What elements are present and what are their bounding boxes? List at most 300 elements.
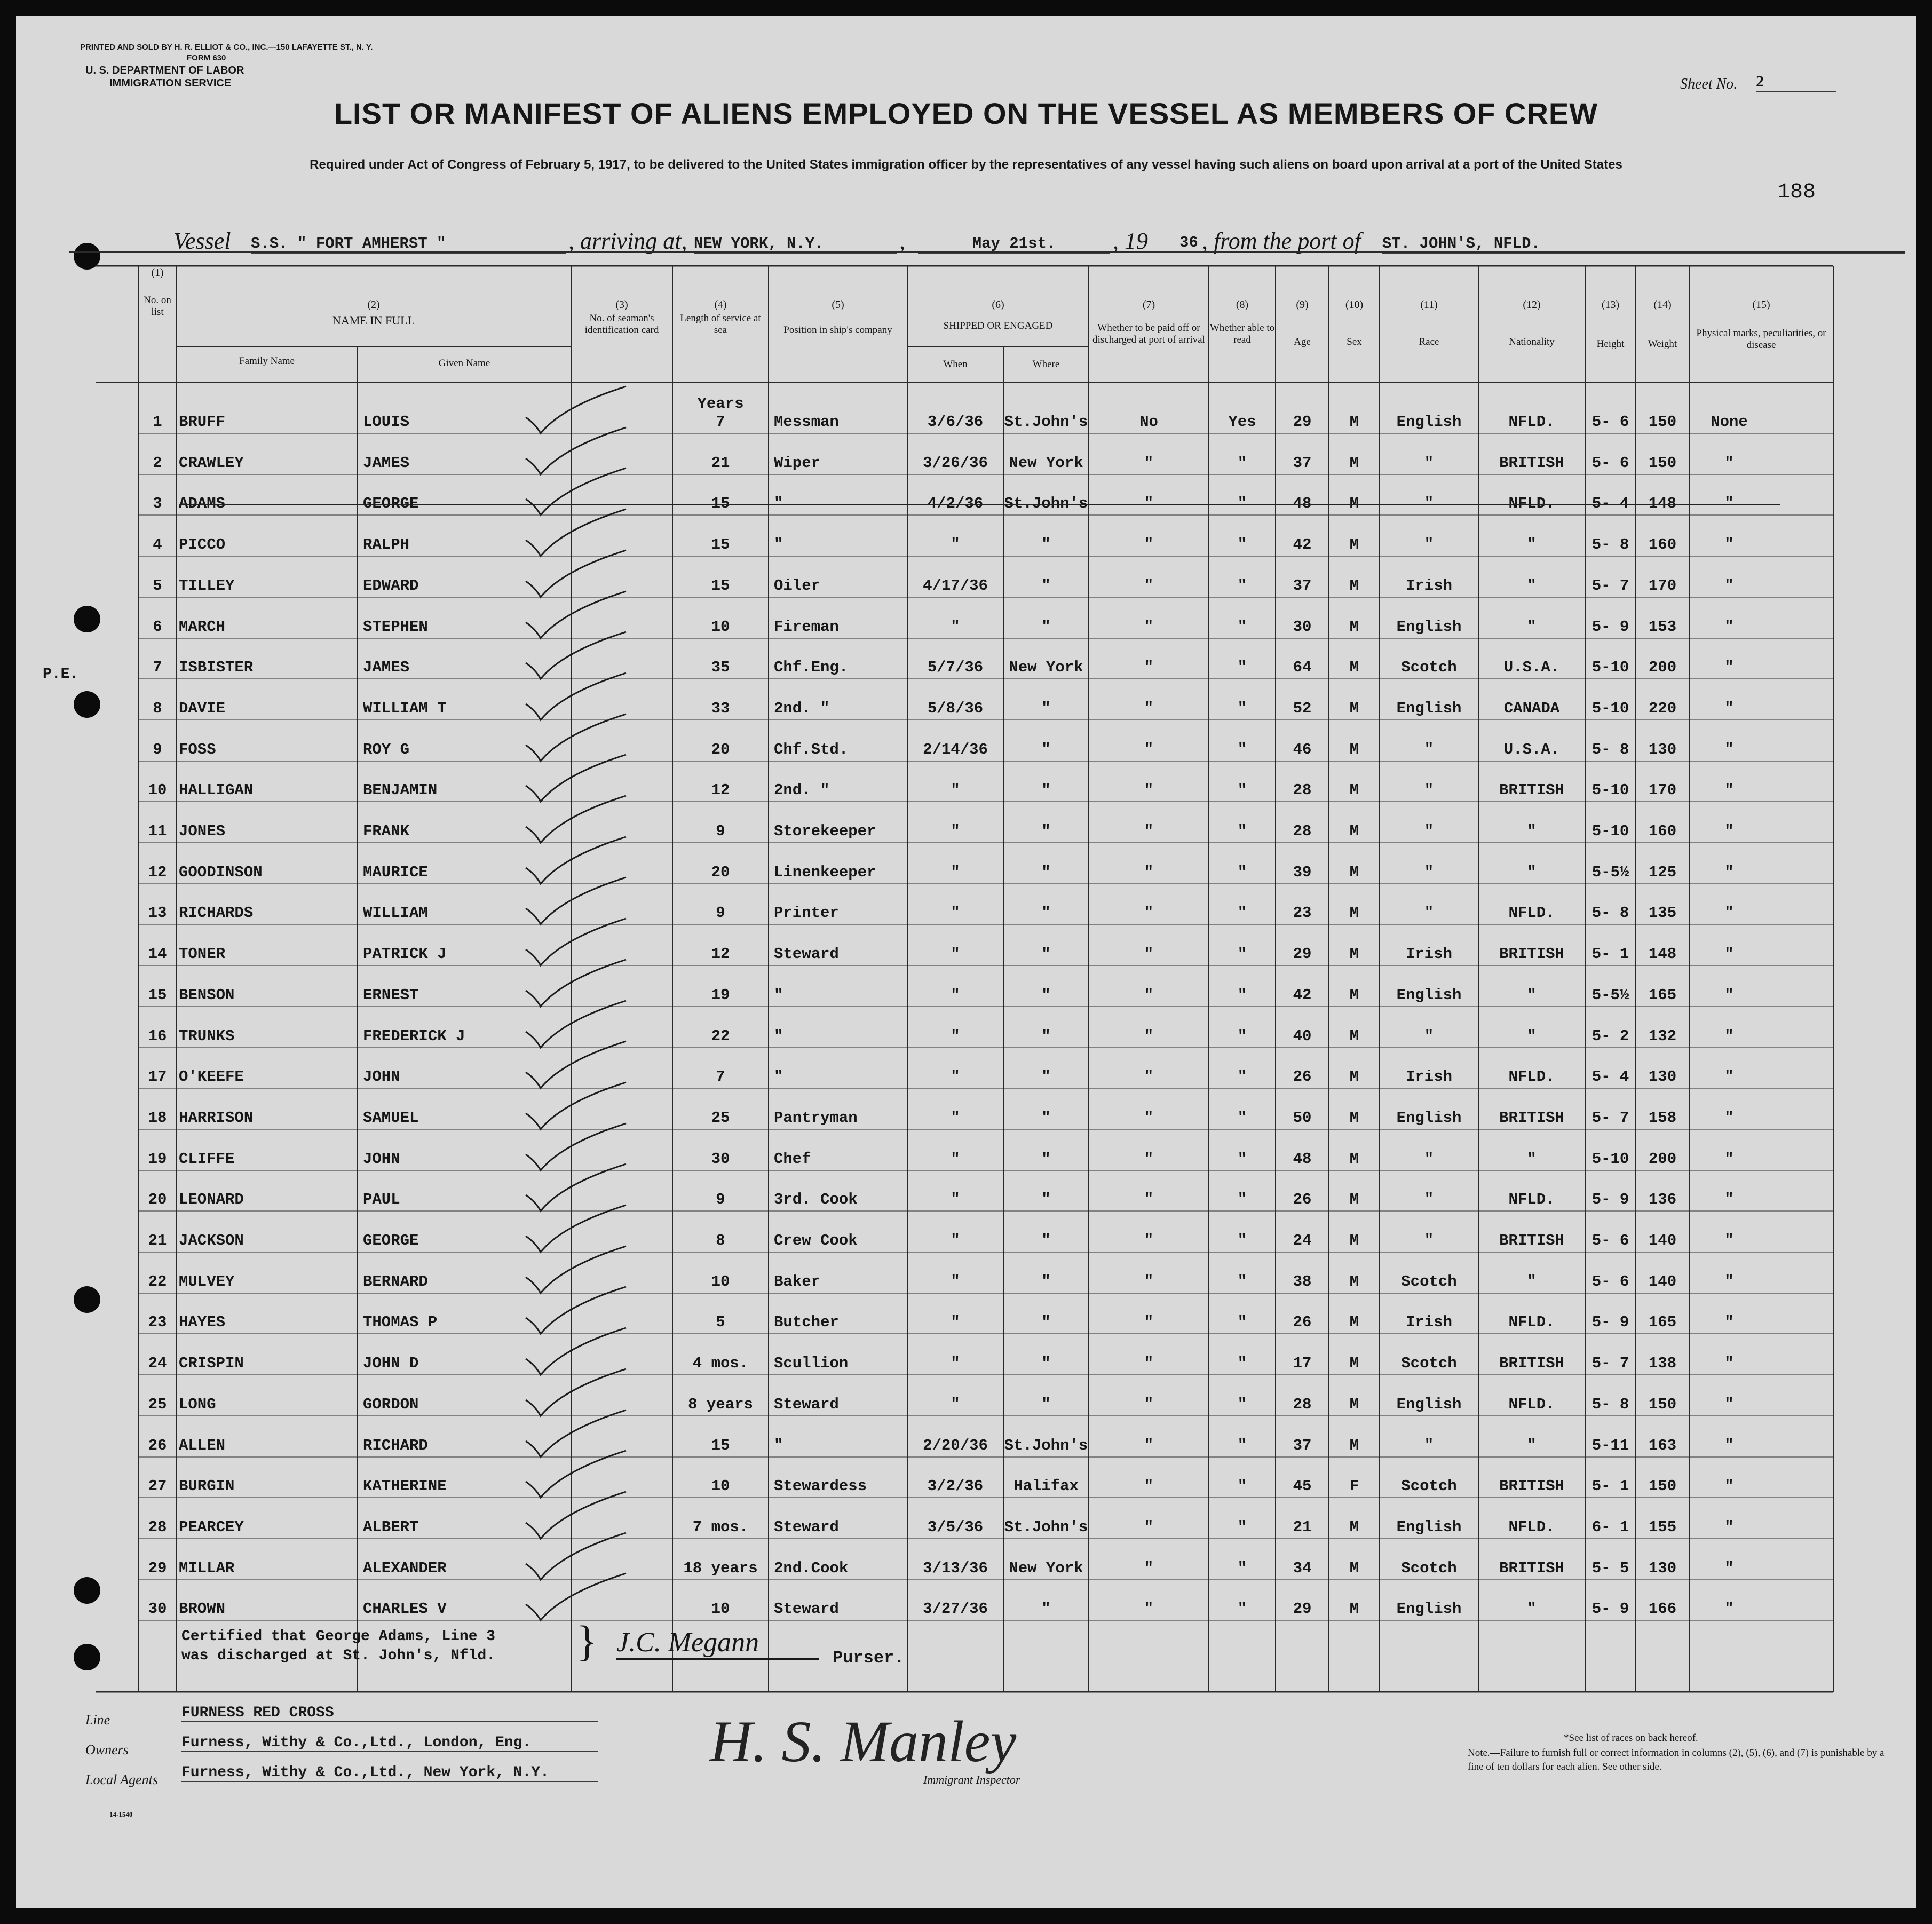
cell-read: "	[1237, 781, 1247, 799]
cell-given: KATHERINE	[363, 1477, 447, 1495]
cell-family: HARRISON	[179, 1109, 254, 1127]
cell-age: 42	[1293, 986, 1312, 1004]
cell-when: 3/27/36	[923, 1600, 988, 1618]
cell-marks: "	[1724, 1150, 1734, 1168]
cell-service: 10	[711, 1477, 730, 1495]
cell-read: "	[1237, 700, 1247, 717]
cell-when: "	[951, 1027, 960, 1045]
cell-marks: "	[1724, 1355, 1734, 1372]
cell-where: "	[1041, 1355, 1051, 1372]
cell-read: "	[1237, 904, 1247, 922]
cell-height: 5- 8	[1591, 536, 1629, 553]
cell-nationality: "	[1527, 577, 1537, 595]
cell-nationality: "	[1527, 1273, 1537, 1290]
cell-no: 11	[148, 822, 167, 840]
cell-family: ADAMS	[179, 495, 226, 512]
cell-when: 3/2/36	[927, 1477, 984, 1495]
owners-value: Furness, Withy & Co.,Ltd., London, Eng.	[181, 1735, 598, 1752]
cell-height: 5- 1	[1591, 1477, 1629, 1495]
cell-when: "	[951, 1150, 960, 1168]
cell-service: 35	[711, 659, 730, 676]
cell-family: CLIFFE	[179, 1150, 235, 1168]
cell-nationality: BRITISH	[1499, 1355, 1564, 1372]
cell-where: "	[1041, 1027, 1051, 1045]
cell-service: 9	[716, 822, 725, 840]
cell-given: FREDERICK J	[363, 1027, 465, 1045]
sheet-label: Sheet No.	[1680, 76, 1738, 92]
cell-paid: "	[1144, 1273, 1154, 1290]
cell-given: LOUIS	[363, 413, 410, 431]
cell-read: "	[1237, 1518, 1247, 1536]
cell-height: 5- 4	[1591, 495, 1629, 512]
service-name: IMMIGRATION SERVICE	[109, 77, 232, 89]
cell-service: 7 mos.	[692, 1518, 749, 1536]
cell-where: St.John's	[1004, 495, 1088, 512]
cell-marks: "	[1724, 986, 1734, 1004]
cell-nationality: BRITISH	[1499, 454, 1564, 472]
cell-race: "	[1424, 536, 1434, 553]
cell-race: English	[1396, 700, 1462, 717]
cell-paid: "	[1144, 904, 1154, 922]
col14-label: Weight	[1648, 338, 1677, 350]
cell-service: 25	[711, 1109, 730, 1127]
cell-no: 30	[148, 1600, 167, 1618]
cell-race: "	[1424, 454, 1434, 472]
cell-weight: 125	[1648, 864, 1677, 881]
cell-height: 5- 6	[1591, 1232, 1629, 1249]
cell-height: 5-10	[1591, 781, 1629, 799]
cell-marks: "	[1724, 618, 1734, 636]
cell-nationality: "	[1527, 986, 1537, 1004]
cell-when: "	[951, 1273, 960, 1290]
cell-family: CRISPIN	[179, 1355, 244, 1372]
cell-family: MULVEY	[179, 1273, 235, 1290]
pe-marker: P.E.	[43, 666, 79, 683]
cell-no: 29	[148, 1559, 167, 1577]
cell-paid: "	[1144, 822, 1154, 840]
years-label: Years	[697, 395, 744, 413]
cell-given: JOHN	[363, 1150, 400, 1168]
cell-family: TONER	[179, 945, 226, 963]
cell-sex: M	[1349, 1191, 1359, 1208]
cell-given: JOHN	[363, 1068, 400, 1086]
cell-given: RALPH	[363, 536, 410, 553]
cell-height: 5-10	[1591, 1150, 1629, 1168]
cell-no: 25	[148, 1396, 167, 1413]
cell-marks: "	[1724, 1559, 1734, 1577]
cell-height: 5- 9	[1591, 1313, 1629, 1331]
cell-nationality: "	[1527, 1437, 1537, 1454]
cell-paid: "	[1144, 781, 1154, 799]
cell-age: 48	[1293, 1150, 1312, 1168]
cell-position: Chf.Std.	[774, 741, 849, 758]
cell-weight: 155	[1648, 1518, 1677, 1536]
from-port-label: , from the port of	[1202, 228, 1361, 254]
cell-service: 10	[711, 1273, 730, 1290]
line-value: FURNESS RED CROSS	[181, 1705, 598, 1722]
cell-given: GEORGE	[363, 495, 419, 512]
cell-where: "	[1041, 781, 1051, 799]
checkmark-icon	[526, 1492, 626, 1539]
arrival-year: 36	[1179, 234, 1198, 251]
cell-sex: M	[1349, 1600, 1359, 1618]
cell-weight: 170	[1648, 781, 1677, 799]
cell-service: 15	[711, 495, 730, 512]
cell-family: RICHARDS	[179, 904, 254, 922]
cell-nationality: NFLD.	[1508, 1068, 1555, 1086]
cell-service: 30	[711, 1150, 730, 1168]
cell-sex: M	[1349, 495, 1359, 512]
purser-label: Purser.	[833, 1648, 905, 1668]
cell-service: 22	[711, 1027, 730, 1045]
checkmark-icon	[526, 919, 626, 965]
cell-where: "	[1041, 1068, 1051, 1086]
cell-when: "	[951, 536, 960, 553]
cell-position: Steward	[774, 945, 839, 963]
cell-no: 8	[153, 700, 162, 717]
cell-read: "	[1237, 1477, 1247, 1495]
cell-weight: 136	[1648, 1191, 1677, 1208]
cell-height: 5- 7	[1591, 1109, 1629, 1127]
cell-paid: "	[1144, 1559, 1154, 1577]
cell-where: "	[1041, 1313, 1051, 1331]
cell-marks: "	[1724, 536, 1734, 553]
cell-when: "	[951, 904, 960, 922]
cell-sex: M	[1349, 741, 1359, 758]
cell-weight: 150	[1648, 454, 1677, 472]
cell-race: "	[1424, 1232, 1434, 1249]
cell-position: Linenkeeper	[774, 864, 876, 881]
cell-position: "	[774, 495, 783, 512]
cell-paid: "	[1144, 1355, 1154, 1372]
cell-no: 3	[153, 495, 162, 512]
purser-signature: J.C. Megann	[616, 1627, 819, 1660]
certification-line2: was discharged at St. John's, Nfld.	[181, 1648, 496, 1664]
cell-position: Scullion	[774, 1355, 849, 1372]
cell-height: 5-5½	[1591, 864, 1629, 881]
cell-marks: "	[1724, 1273, 1734, 1290]
cell-when: 5/7/36	[927, 659, 984, 676]
cell-no: 5	[153, 577, 162, 595]
col15-label: Physical marks, peculiarities, or disease	[1696, 328, 1826, 351]
cell-nationality: NFLD.	[1508, 413, 1555, 431]
cell-service: 9	[716, 1191, 725, 1208]
cell-paid: "	[1144, 1313, 1154, 1331]
cell-given: GEORGE	[363, 1232, 419, 1249]
cell-family: MARCH	[179, 618, 226, 636]
cell-read: "	[1237, 1355, 1247, 1372]
cell-given: WILLIAM	[363, 904, 428, 922]
cell-when: 2/14/36	[923, 741, 988, 758]
cell-given: BERNARD	[363, 1273, 428, 1290]
cell-sex: M	[1349, 1437, 1359, 1454]
col14-number: (14)	[1653, 299, 1672, 311]
cell-race: English	[1396, 986, 1462, 1004]
certification-brace: }	[576, 1617, 598, 1665]
cell-weight: 165	[1648, 986, 1677, 1004]
cell-weight: 200	[1648, 659, 1677, 676]
col2-given-label: Given Name	[438, 358, 490, 369]
cell-read: "	[1237, 741, 1247, 758]
cell-sex: M	[1349, 1396, 1359, 1413]
cell-paid: "	[1144, 1437, 1154, 1454]
cell-height: 5- 1	[1591, 945, 1629, 963]
cell-race: English	[1396, 1600, 1462, 1618]
cell-family: TILLEY	[179, 577, 235, 595]
cell-no: 24	[148, 1355, 167, 1372]
cell-read: "	[1237, 1313, 1247, 1331]
col7-label: Whether to be paid off or discharged at port of arrival	[1092, 322, 1205, 345]
cell-paid: "	[1144, 1150, 1154, 1168]
cell-nationality: "	[1527, 822, 1537, 840]
cell-weight: 200	[1648, 1150, 1677, 1168]
cell-nationality: NFLD.	[1508, 495, 1555, 512]
col6-label: SHIPPED OR ENGAGED	[943, 320, 1053, 331]
cell-paid: "	[1144, 1191, 1154, 1208]
cell-service: 19	[711, 986, 730, 1004]
cell-age: 45	[1293, 1477, 1312, 1495]
cell-age: 30	[1293, 618, 1312, 636]
cell-read: "	[1237, 1068, 1247, 1086]
cell-age: 50	[1293, 1109, 1312, 1127]
cell-no: 17	[148, 1068, 167, 1086]
cell-no: 26	[148, 1437, 167, 1454]
cell-when: "	[951, 1396, 960, 1413]
cell-weight: 160	[1648, 536, 1677, 553]
cell-sex: M	[1349, 577, 1359, 595]
cell-marks: "	[1724, 945, 1734, 963]
cell-family: BURGIN	[179, 1477, 235, 1495]
cell-where: "	[1041, 1273, 1051, 1290]
cell-race: "	[1424, 1027, 1434, 1045]
cell-where: "	[1041, 986, 1051, 1004]
arriving-port: NEW YORK, N.Y.	[694, 235, 897, 254]
cell-no: 10	[148, 781, 167, 799]
cell-height: 5- 5	[1591, 1559, 1629, 1577]
inspector-signature: H. S. Manley	[710, 1709, 1017, 1774]
col4-number: (4)	[714, 299, 727, 311]
checkmark-icon	[526, 550, 626, 597]
cell-marks: "	[1724, 700, 1734, 717]
cell-sex: M	[1349, 413, 1359, 431]
cell-position: Pantryman	[774, 1109, 858, 1127]
cell-weight: 165	[1648, 1313, 1677, 1331]
cell-race: Scotch	[1401, 1559, 1457, 1577]
cell-nationality: NFLD.	[1508, 1518, 1555, 1536]
cell-no: 13	[148, 904, 167, 922]
cell-where: New York	[1009, 1559, 1083, 1577]
cell-when: 3/13/36	[923, 1559, 988, 1577]
cell-read: "	[1237, 1027, 1247, 1045]
cell-age: 21	[1293, 1518, 1312, 1536]
cell-service: 20	[711, 741, 730, 758]
cell-height: 5- 9	[1591, 618, 1629, 636]
cell-no: 22	[148, 1273, 167, 1290]
manifest-sheet	[16, 16, 1916, 1908]
cell-weight: 166	[1648, 1600, 1677, 1618]
cell-service: 10	[711, 1600, 730, 1618]
cell-given: JAMES	[363, 454, 410, 472]
cell-height: 5- 6	[1591, 454, 1629, 472]
cell-when: "	[951, 1232, 960, 1249]
cell-paid: "	[1144, 536, 1154, 553]
cell-sex: M	[1349, 1313, 1359, 1331]
cell-marks: "	[1724, 1191, 1734, 1208]
certification-line1: Certified that George Adams, Line 3	[181, 1628, 496, 1645]
cell-height: 5-10	[1591, 822, 1629, 840]
cell-age: 29	[1293, 413, 1312, 431]
checkmark-icon	[526, 1082, 626, 1129]
cell-position: "	[774, 1437, 783, 1454]
cell-age: 48	[1293, 495, 1312, 512]
cell-where: "	[1041, 577, 1051, 595]
col12-label: Nationality	[1509, 336, 1555, 347]
cell-sex: M	[1349, 945, 1359, 963]
col13-label: Height	[1596, 338, 1625, 350]
checkmark-icon	[526, 591, 626, 638]
cell-when: "	[951, 1355, 960, 1372]
cell-where: "	[1041, 864, 1051, 881]
cell-service: 21	[711, 454, 730, 472]
cell-sex: M	[1349, 781, 1359, 799]
col15-number: (15)	[1752, 299, 1770, 311]
cell-height: 5- 4	[1591, 1068, 1629, 1086]
year-label: , 19	[1113, 228, 1148, 254]
cell-given: ROY G	[363, 741, 410, 758]
cell-position: Steward	[774, 1600, 839, 1618]
cell-family: HALLIGAN	[179, 781, 254, 799]
checkmarks-layer	[16, 16, 1916, 1908]
checkmark-icon	[526, 386, 626, 433]
cell-family: GOODINSON	[179, 864, 263, 881]
penalty-note: Note.—Failure to furnish full or correct information in columns (2), (5), (6), and (7) is punishable by a fine of ten dollars for each alien. See other side.	[1468, 1747, 1885, 1772]
cell-sex: M	[1349, 659, 1359, 676]
cell-age: 46	[1293, 741, 1312, 758]
cell-when: "	[951, 1068, 960, 1086]
department-name: U. S. DEPARTMENT OF LABOR	[85, 65, 244, 76]
cell-read: "	[1237, 659, 1247, 676]
col12-number: (12)	[1523, 299, 1541, 311]
cell-sex: M	[1349, 536, 1359, 553]
form-number: FORM 630	[187, 53, 226, 62]
cell-where: "	[1041, 618, 1051, 636]
cell-nationality: "	[1527, 618, 1537, 636]
cell-family: CRAWLEY	[179, 454, 244, 472]
cell-age: 26	[1293, 1191, 1312, 1208]
checkmark-icon	[526, 1533, 626, 1580]
cell-when: 2/20/36	[923, 1437, 988, 1454]
form-title: LIST OR MANIFEST OF ALIENS EMPLOYED ON THE VESSEL AS MEMBERS OF CREW	[334, 97, 1598, 130]
cell-marks: "	[1724, 1437, 1734, 1454]
cell-marks: "	[1724, 1109, 1734, 1127]
cell-no: 7	[153, 659, 162, 676]
arrival-date: May 21st.	[918, 235, 1110, 254]
col8-label: Whether able to read	[1209, 322, 1275, 345]
cell-when: 4/17/36	[923, 577, 988, 595]
cell-marks: "	[1724, 822, 1734, 840]
cell-height: 5- 2	[1591, 1027, 1629, 1045]
cell-family: JONES	[179, 822, 226, 840]
cell-given: GORDON	[363, 1396, 419, 1413]
cell-sex: M	[1349, 986, 1359, 1004]
cell-service: 8 years	[688, 1396, 753, 1413]
cell-service: 15	[711, 1437, 730, 1454]
cell-read: "	[1237, 864, 1247, 881]
cell-sex: M	[1349, 1068, 1359, 1086]
checkmark-icon	[526, 1246, 626, 1293]
agents-value: Furness, Withy & Co.,Ltd., New York, N.Y.	[181, 1764, 598, 1782]
cell-paid: "	[1144, 659, 1154, 676]
cell-where: "	[1041, 1191, 1051, 1208]
cell-sex: M	[1349, 1150, 1359, 1168]
cell-weight: 220	[1648, 700, 1677, 717]
cell-family: MILLAR	[179, 1559, 235, 1577]
races-note: *See list of races on back hereof.	[1564, 1732, 1698, 1744]
cell-read: "	[1237, 618, 1247, 636]
cell-height: 5-10	[1591, 659, 1629, 676]
cell-marks: "	[1724, 454, 1734, 472]
cell-where: New York	[1009, 454, 1083, 472]
cell-weight: 160	[1648, 822, 1677, 840]
cell-sex: M	[1349, 1355, 1359, 1372]
checkmark-icon	[526, 714, 626, 761]
cell-race: Irish	[1405, 577, 1452, 595]
cell-marks: "	[1724, 1477, 1734, 1495]
cell-no: 28	[148, 1518, 167, 1536]
cell-sex: M	[1349, 700, 1359, 717]
cell-service: 12	[711, 945, 730, 963]
cell-read: "	[1237, 1396, 1247, 1413]
form-code: 14-1540	[109, 1810, 133, 1818]
col2-label: NAME IN FULL	[332, 314, 415, 327]
cell-race: "	[1424, 822, 1434, 840]
cell-nationality: NFLD.	[1508, 1191, 1555, 1208]
cell-service: 8	[716, 1232, 725, 1249]
cell-paid: "	[1144, 1600, 1154, 1618]
cell-race: "	[1424, 1437, 1434, 1454]
cell-read: "	[1237, 1273, 1247, 1290]
cell-service: 12	[711, 781, 730, 799]
cell-given: ALEXANDER	[363, 1559, 447, 1577]
cell-position: "	[774, 1027, 783, 1045]
col2-number: (2)	[367, 299, 380, 311]
cell-age: 37	[1293, 454, 1312, 472]
col3-number: (3)	[615, 299, 628, 311]
cell-weight: 140	[1648, 1273, 1677, 1290]
cell-position: "	[774, 536, 783, 553]
col3-label: No. of seaman's identification card	[584, 313, 659, 336]
checkmark-icon	[526, 1123, 626, 1170]
cell-read: "	[1237, 1150, 1247, 1168]
cell-marks: None	[1711, 413, 1748, 431]
cell-age: 34	[1293, 1559, 1312, 1577]
cell-service: 7	[716, 413, 725, 431]
cell-no: 20	[148, 1191, 167, 1208]
cell-nationality: BRITISH	[1499, 1477, 1564, 1495]
cell-age: 42	[1293, 536, 1312, 553]
checkmark-icon	[526, 1410, 626, 1457]
cell-read: "	[1237, 536, 1247, 553]
cell-height: 5-10	[1591, 700, 1629, 717]
cell-when: 3/5/36	[927, 1518, 984, 1536]
cell-family: JACKSON	[179, 1232, 244, 1249]
cell-weight: 153	[1648, 618, 1677, 636]
cell-when: "	[951, 945, 960, 963]
cell-race: Scotch	[1401, 1477, 1457, 1495]
col9-label: Age	[1294, 336, 1311, 347]
cell-race: Scotch	[1401, 1355, 1457, 1372]
col4-label: Length of service at sea	[680, 313, 761, 336]
